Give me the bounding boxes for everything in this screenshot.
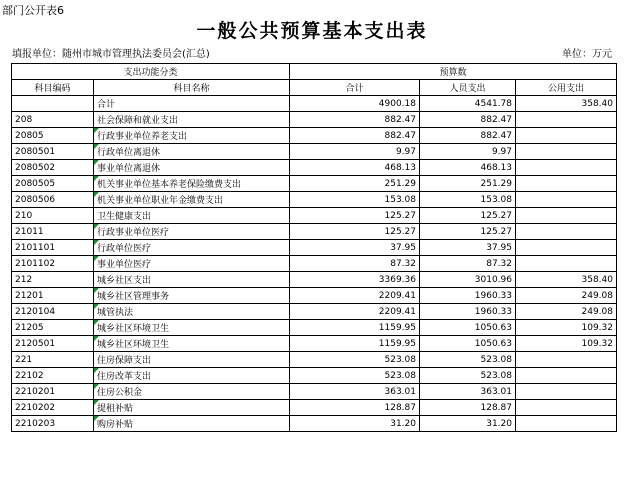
table-row bbox=[12, 128, 617, 144]
code-cell: 2120501 bbox=[12, 336, 94, 352]
table-row bbox=[12, 320, 617, 336]
personnel-cell: 3010.96 bbox=[420, 272, 516, 288]
total-cell: 125.27 bbox=[290, 208, 420, 224]
table-row bbox=[12, 304, 617, 320]
table-row bbox=[12, 192, 617, 208]
name-cell: 合计 bbox=[94, 96, 290, 112]
code-cell: 208 bbox=[12, 112, 94, 128]
name-cell: 城乡社区环境卫生 bbox=[94, 320, 290, 336]
total-cell: 882.47 bbox=[290, 112, 420, 128]
code-cell: 22102 bbox=[12, 368, 94, 384]
total-cell: 882.47 bbox=[290, 128, 420, 144]
total-cell: 2209.41 bbox=[290, 304, 420, 320]
table-row bbox=[12, 368, 617, 384]
code-cell: 212 bbox=[12, 272, 94, 288]
total-cell: 1159.95 bbox=[290, 320, 420, 336]
total-cell: 128.87 bbox=[290, 400, 420, 416]
report-meta-bar bbox=[12, 45, 612, 59]
personnel-cell: 31.20 bbox=[420, 416, 516, 432]
name-cell: 事业单位离退休 bbox=[94, 160, 290, 176]
cell-marker-icon bbox=[94, 304, 99, 309]
cell-marker-icon bbox=[94, 384, 99, 389]
public-cell bbox=[516, 144, 617, 160]
cell-marker-icon bbox=[94, 320, 99, 325]
cell-marker-icon bbox=[94, 176, 99, 181]
personnel-cell: 128.87 bbox=[420, 400, 516, 416]
personnel-cell: 1050.63 bbox=[420, 336, 516, 352]
public-cell bbox=[516, 112, 617, 128]
personnel-cell: 125.27 bbox=[420, 208, 516, 224]
personnel-cell: 1050.63 bbox=[420, 320, 516, 336]
name-cell: 住房公积金 bbox=[94, 384, 290, 400]
cell-marker-icon bbox=[94, 288, 99, 293]
public-cell: 358.40 bbox=[516, 96, 617, 112]
name-cell: 机关事业单位职业年金缴费支出 bbox=[94, 192, 290, 208]
personnel-cell: 523.08 bbox=[420, 352, 516, 368]
code-cell: 2080501 bbox=[12, 144, 94, 160]
total-cell: 468.13 bbox=[290, 160, 420, 176]
cell-marker-icon bbox=[94, 128, 99, 133]
header-total: 合计 bbox=[290, 80, 420, 96]
public-cell bbox=[516, 160, 617, 176]
table-row bbox=[12, 384, 617, 400]
table-row bbox=[12, 240, 617, 256]
public-cell bbox=[516, 384, 617, 400]
personnel-cell: 882.47 bbox=[420, 128, 516, 144]
table-row bbox=[12, 144, 617, 160]
public-cell bbox=[516, 208, 617, 224]
code-cell: 2101102 bbox=[12, 256, 94, 272]
header-public: 公用支出 bbox=[516, 80, 617, 96]
public-cell bbox=[516, 400, 617, 416]
total-cell: 4900.18 bbox=[290, 96, 420, 112]
cell-marker-icon bbox=[94, 256, 99, 261]
table-row bbox=[12, 288, 617, 304]
personnel-cell: 468.13 bbox=[420, 160, 516, 176]
personnel-cell: 37.95 bbox=[420, 240, 516, 256]
table-row bbox=[12, 96, 617, 112]
name-cell: 提租补贴 bbox=[94, 400, 290, 416]
code-cell: 2080506 bbox=[12, 192, 94, 208]
total-cell: 125.27 bbox=[290, 224, 420, 240]
name-cell: 购房补贴 bbox=[94, 416, 290, 432]
reporting-unit: 填报单位：随州市城市管理执法委员会(汇总) bbox=[12, 49, 210, 60]
table-row bbox=[12, 272, 617, 288]
report-number-label: 部门公开表6 bbox=[2, 4, 64, 17]
public-cell bbox=[516, 368, 617, 384]
name-cell: 城乡社区管理事务 bbox=[94, 288, 290, 304]
code-cell: 2210201 bbox=[12, 384, 94, 400]
table-row bbox=[12, 416, 617, 432]
code-cell: 2210203 bbox=[12, 416, 94, 432]
total-cell: 153.08 bbox=[290, 192, 420, 208]
name-cell: 行政事业单位养老支出 bbox=[94, 128, 290, 144]
personnel-cell: 87.32 bbox=[420, 256, 516, 272]
public-cell: 249.08 bbox=[516, 304, 617, 320]
budget-table bbox=[11, 63, 617, 432]
personnel-cell: 363.01 bbox=[420, 384, 516, 400]
name-cell: 行政事业单位医疗 bbox=[94, 224, 290, 240]
total-cell: 2209.41 bbox=[290, 288, 420, 304]
name-cell: 城乡社区支出 bbox=[94, 272, 290, 288]
public-cell bbox=[516, 256, 617, 272]
public-cell bbox=[516, 128, 617, 144]
name-cell: 卫生健康支出 bbox=[94, 208, 290, 224]
code-cell: 2080502 bbox=[12, 160, 94, 176]
total-cell: 87.32 bbox=[290, 256, 420, 272]
code-cell: 21201 bbox=[12, 288, 94, 304]
name-cell: 住房改革支出 bbox=[94, 368, 290, 384]
name-cell: 行政单位医疗 bbox=[94, 240, 290, 256]
cell-marker-icon bbox=[94, 336, 99, 341]
public-cell bbox=[516, 240, 617, 256]
public-cell bbox=[516, 352, 617, 368]
code-cell: 2080505 bbox=[12, 176, 94, 192]
code-cell: 2210202 bbox=[12, 400, 94, 416]
table-row bbox=[12, 160, 617, 176]
table-row bbox=[12, 400, 617, 416]
total-cell: 31.20 bbox=[290, 416, 420, 432]
cell-marker-icon bbox=[94, 224, 99, 229]
public-cell: 109.32 bbox=[516, 320, 617, 336]
personnel-cell: 882.47 bbox=[420, 112, 516, 128]
page-title: 一般公共预算基本支出表 bbox=[196, 20, 428, 42]
code-cell: 210 bbox=[12, 208, 94, 224]
unit-label: 单位：万元 bbox=[562, 49, 612, 60]
header-name: 科目名称 bbox=[94, 80, 290, 96]
code-cell bbox=[12, 96, 94, 112]
personnel-cell: 1960.33 bbox=[420, 288, 516, 304]
public-cell: 249.08 bbox=[516, 288, 617, 304]
header-personnel: 人员支出 bbox=[420, 80, 516, 96]
personnel-cell: 9.97 bbox=[420, 144, 516, 160]
name-cell: 行政单位离退休 bbox=[94, 144, 290, 160]
total-cell: 37.95 bbox=[290, 240, 420, 256]
public-cell: 109.32 bbox=[516, 336, 617, 352]
header-function-group: 支出功能分类 bbox=[12, 64, 290, 80]
total-cell: 523.08 bbox=[290, 368, 420, 384]
cell-marker-icon bbox=[94, 416, 99, 421]
code-cell: 2120104 bbox=[12, 304, 94, 320]
personnel-cell: 153.08 bbox=[420, 192, 516, 208]
personnel-cell: 523.08 bbox=[420, 368, 516, 384]
header-row-columns bbox=[12, 80, 617, 96]
total-cell: 9.97 bbox=[290, 144, 420, 160]
table-row bbox=[12, 112, 617, 128]
public-cell bbox=[516, 176, 617, 192]
public-cell: 358.40 bbox=[516, 272, 617, 288]
name-cell: 城乡社区环境卫生 bbox=[94, 336, 290, 352]
code-cell: 20805 bbox=[12, 128, 94, 144]
cell-marker-icon bbox=[94, 240, 99, 245]
code-cell: 21011 bbox=[12, 224, 94, 240]
header-budget-group: 预算数 bbox=[290, 64, 617, 80]
cell-marker-icon bbox=[94, 400, 99, 405]
table-row bbox=[12, 336, 617, 352]
personnel-cell: 4541.78 bbox=[420, 96, 516, 112]
total-cell: 1159.95 bbox=[290, 336, 420, 352]
cell-marker-icon bbox=[94, 144, 99, 149]
cell-marker-icon bbox=[94, 192, 99, 197]
name-cell: 社会保障和就业支出 bbox=[94, 112, 290, 128]
total-cell: 251.29 bbox=[290, 176, 420, 192]
personnel-cell: 251.29 bbox=[420, 176, 516, 192]
header-code: 科目编码 bbox=[12, 80, 94, 96]
table-row bbox=[12, 256, 617, 272]
cell-marker-icon bbox=[94, 368, 99, 373]
public-cell bbox=[516, 224, 617, 240]
table-row bbox=[12, 352, 617, 368]
total-cell: 523.08 bbox=[290, 352, 420, 368]
name-cell: 事业单位医疗 bbox=[94, 256, 290, 272]
public-cell bbox=[516, 192, 617, 208]
personnel-cell: 1960.33 bbox=[420, 304, 516, 320]
total-cell: 3369.36 bbox=[290, 272, 420, 288]
code-cell: 221 bbox=[12, 352, 94, 368]
name-cell: 住房保障支出 bbox=[94, 352, 290, 368]
name-cell: 机关事业单位基本养老保险缴费支出 bbox=[94, 176, 290, 192]
table-row bbox=[12, 176, 617, 192]
code-cell: 2101101 bbox=[12, 240, 94, 256]
public-cell bbox=[516, 416, 617, 432]
name-cell: 城管执法 bbox=[94, 304, 290, 320]
header-row-group bbox=[12, 64, 617, 80]
total-cell: 363.01 bbox=[290, 384, 420, 400]
cell-marker-icon bbox=[94, 160, 99, 165]
personnel-cell: 125.27 bbox=[420, 224, 516, 240]
table-row bbox=[12, 224, 617, 240]
table-row bbox=[12, 208, 617, 224]
code-cell: 21205 bbox=[12, 320, 94, 336]
